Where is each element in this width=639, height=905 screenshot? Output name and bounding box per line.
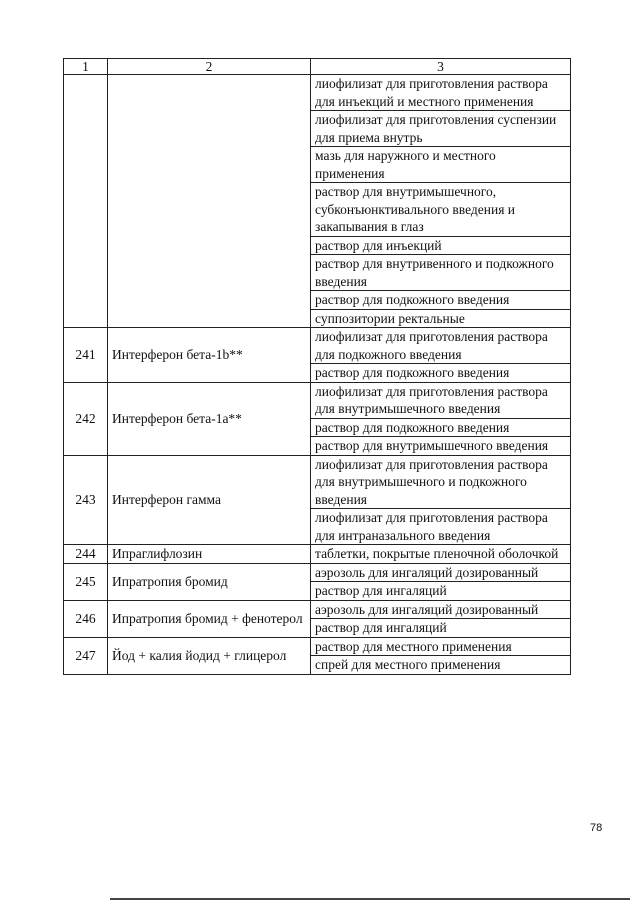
form-cell: аэрозоль для ингаляций дозированный <box>311 563 571 582</box>
number-cell: 246 <box>64 600 108 637</box>
form-cell: лиофилизат для приготовления раствора для инъекций и местного применения <box>311 75 571 111</box>
table-row <box>64 637 571 656</box>
name-cell: Интерферон бета-1b** <box>108 328 311 383</box>
header-col-3: 3 <box>311 59 571 75</box>
form-cell: лиофилизат для приготовления суспензии для приема внутрь <box>311 111 571 147</box>
name-cell: Ипратропия бромид <box>108 563 311 600</box>
form-cell: раствор для подкожного введения <box>311 291 571 310</box>
number-cell: 247 <box>64 637 108 674</box>
form-cell: раствор для ингаляций <box>311 619 571 638</box>
table-row <box>64 563 571 582</box>
form-cell: лиофилизат для приготовления раствора для внутримышечного и подкожного введения <box>311 455 571 509</box>
table-row <box>64 328 571 364</box>
header-col-2: 2 <box>108 59 311 75</box>
table-row <box>64 455 571 509</box>
form-cell: раствор для инъекций <box>311 236 571 255</box>
form-cell: спрей для местного применения <box>311 656 571 675</box>
name-cell: Интерферон бета-1a** <box>108 382 311 455</box>
number-cell: 243 <box>64 455 108 545</box>
form-cell: раствор для внутримышечного, субконъюнктивального введения и закапывания в глаз <box>311 183 571 237</box>
form-cell: раствор для подкожного введения <box>311 418 571 437</box>
name-cell: Интерферон гамма <box>108 455 311 545</box>
number-cell: 242 <box>64 382 108 455</box>
form-cell: таблетки, покрытые пленочной оболочкой <box>311 545 571 564</box>
form-cell: мазь для наружного и местного применения <box>311 147 571 183</box>
form-cell: раствор для местного применения <box>311 637 571 656</box>
form-cell: лиофилизат для приготовления раствора для внутримышечного введения <box>311 382 571 418</box>
table-row <box>64 382 571 418</box>
form-cell: лиофилизат для приготовления раствора для подкожного введения <box>311 328 571 364</box>
form-cell: раствор для внутривенного и подкожного введения <box>311 255 571 291</box>
drug-forms-table <box>63 58 571 675</box>
name-cell: Ипратропия бромид + фенотерол <box>108 600 311 637</box>
form-cell: суппозитории ректальные <box>311 309 571 328</box>
table-row <box>64 75 571 111</box>
form-cell: раствор для внутримышечного введения <box>311 437 571 456</box>
name-cell: Йод + калия йодид + глицерол <box>108 637 311 674</box>
name-cell: Ипраглифлозин <box>108 545 311 564</box>
form-cell: аэрозоль для ингаляций дозированный <box>311 600 571 619</box>
form-cell: раствор для ингаляций <box>311 582 571 601</box>
header-col-1: 1 <box>64 59 108 75</box>
page-number: 78 <box>590 822 603 834</box>
number-cell: 241 <box>64 328 108 383</box>
number-cell: 245 <box>64 563 108 600</box>
name-cell <box>108 75 311 328</box>
number-cell <box>64 75 108 328</box>
form-cell: лиофилизат для приготовления раствора для интраназального введения <box>311 509 571 545</box>
header-row <box>64 59 571 75</box>
number-cell: 244 <box>64 545 108 564</box>
table-row <box>64 545 571 564</box>
form-cell: раствор для подкожного введения <box>311 364 571 383</box>
table-row <box>64 600 571 619</box>
bottom-edge-line <box>110 898 630 900</box>
